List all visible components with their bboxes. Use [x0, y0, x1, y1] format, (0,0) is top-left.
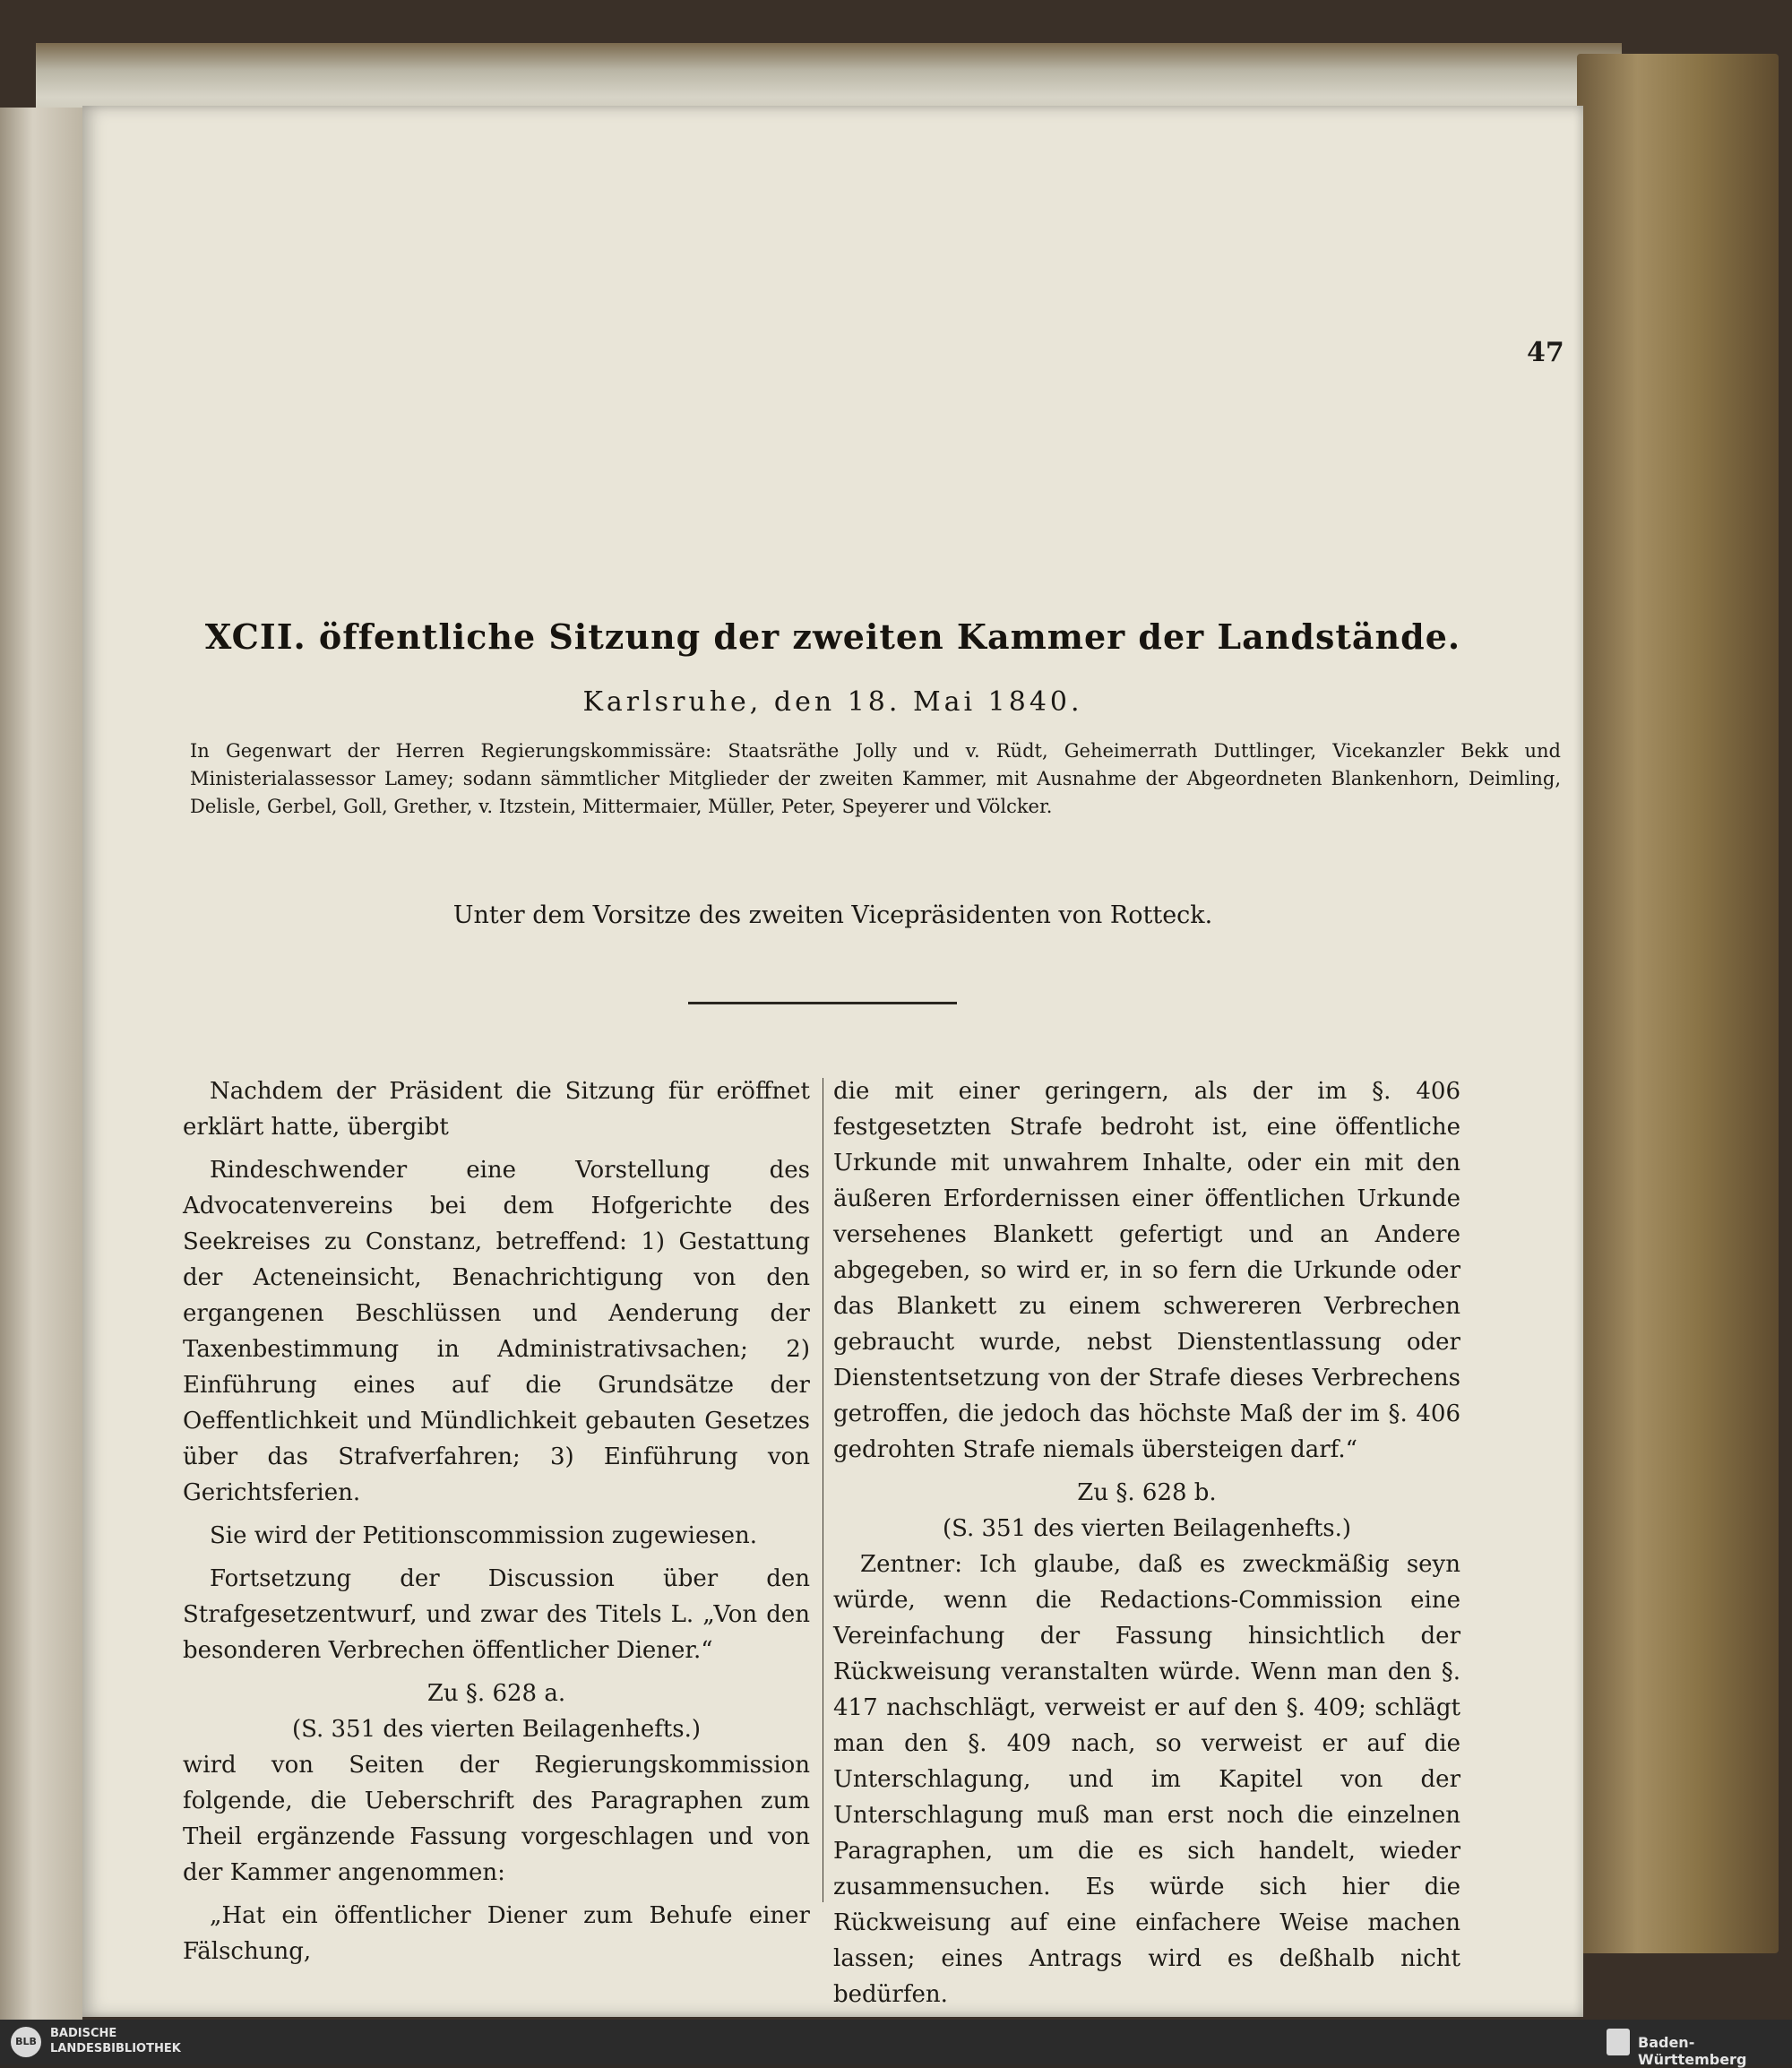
right-paragraph-2: Zentner: Ich glaube, daß es zweckmäßig seyn würde, wenn die Redactions-Commission eine Vereinfachung der Fassung hinsichtlich der Rückweisung veranstalten würde. Wenn man den §. 417 nachschlägt, verweist er auf den §. 409; schlägt man den §. 409 nach, so verweist er auf die Unterschlagung, und im Kapitel von der Unterschlagung muß man erst noch die einzelnen Paragraphen, um die es sich handelt, wieder zusammensuchen. Es würde sich hier die Rückweisung auf eine einfachere Weise machen lassen; eines Antrags wird es deßhalb nicht bedürfen.	[833, 1551, 1460, 2008]
blb-logo: BLB	[11, 2027, 41, 2057]
left-paragraph-1: Nachdem der Präsident die Sitzung für eröffnet erklärt hatte, übergibt	[183, 1078, 810, 1141]
left-section-reference: (S. 351 des vierten Beilagenhefts.)	[291, 1716, 702, 1743]
left-paragraph-4: Fortsetzung der Discussion über den Strafgesetzentwurf, und zwar des Titels L. „Von den besonderen Verbrechen öffentlicher Diener.“	[183, 1565, 810, 1664]
left-paragraph-5: wird von Seiten der Regierungskommission folgende, die Ueberschrift des Paragraphen zum Theil ergänzende Fassung vorgeschlagen und von der Kammer angenommen:	[183, 1752, 810, 1886]
left-paragraph-3: Sie wird der Petitionscommission zugewiesen.	[210, 1522, 758, 1549]
chair-line: Unter dem Vorsitze des zweiten Vicepräsidenten von Rotteck.	[452, 901, 1213, 929]
right-paragraph-1: die mit einer geringern, als der im §. 406 festgesetzten Strafe bedroht ist, eine öffentliche Urkunde mit unwahrem Inhalte, oder ein mit den äußeren Erfordernissen einer öffentlichen Urkunde versehenes Blankett gefertigt und an Andere abgegeben, so wird er, in so fern die Urkunde oder das Blankett zu einem schwereren Verbrechen gebraucht wurde, nebst Dienstentlassung oder Dienstentsetzung von der Strafe dieses Verbrechens getroffen, die jedoch das höchste Maß der im §. 406 gedrohten Strafe niemals übersteigen darf.“	[833, 1078, 1460, 1463]
right-column	[833, 1073, 1460, 2020]
left-paragraph-2: Rindeschwender eine Vorstellung des Advocatenvereins bei dem Hofgerichte des Seekreises zu Constanz, betreffend: 1) Gestattung der Acteneinsicht, Benachrichtigung von den ergangenen Beschlüssen und Aenderung der Taxenbestimmung in Administrativsachen; 2) Einführung eines auf die Grundsätze der Oeffentlichkeit und Mündlichkeit gebauten Gesetzes über das Strafverfahren; 3) Einführung von Gerichtsferien.	[183, 1157, 810, 1506]
library-name	[50, 2026, 181, 2056]
library-name-line-1: BADISCHE	[50, 2027, 117, 2040]
attendance-paragraph: In Gegenwart der Herren Regierungskommissäre: Staatsräthe Jolly und v. Rüdt, Geheimerrath Duttlinger, Vicekanzler Bekk und Ministerialassessor Lamey; sodann sämmtlicher Mitglieder der zweiten Kammer, mit Ausnahme der Abgeordneten Blankenhorn, Deimling, Delisle, Gerbel, Goll, Grether, v. Itzstein, Mittermaier, Müller, Peter, Speyerer und Völcker.	[190, 740, 1561, 817]
place-date: Karlsruhe, den 18. Mai 1840.	[582, 686, 1083, 718]
separator-rule	[688, 1002, 957, 1004]
page-number: 47	[1527, 337, 1564, 368]
session-heading: XCII. öffentliche Sitzung der zweiten Kammer der Landstände.	[204, 616, 1461, 657]
state-name: Baden-Württemberg	[1638, 2034, 1747, 2068]
book-cover-edge	[1577, 54, 1779, 1953]
left-paragraph-6: „Hat ein öffentlicher Diener zum Behufe einer Fälschung,	[183, 1902, 810, 1965]
left-section-heading: Zu §. 628 a.	[426, 1680, 566, 1707]
state-crest-icon	[1607, 2029, 1630, 2055]
library-name-line-2: LANDESBIBLIOTHEK	[50, 2042, 181, 2055]
right-section-reference: (S. 351 des vierten Beilagenhefts.)	[942, 1515, 1352, 1542]
left-column	[183, 1073, 810, 1977]
document-page	[82, 106, 1583, 2017]
footer-bar	[0, 2020, 1792, 2064]
right-section-heading: Zu §. 628 b.	[1077, 1479, 1217, 1506]
facing-page-edge	[0, 108, 82, 2025]
